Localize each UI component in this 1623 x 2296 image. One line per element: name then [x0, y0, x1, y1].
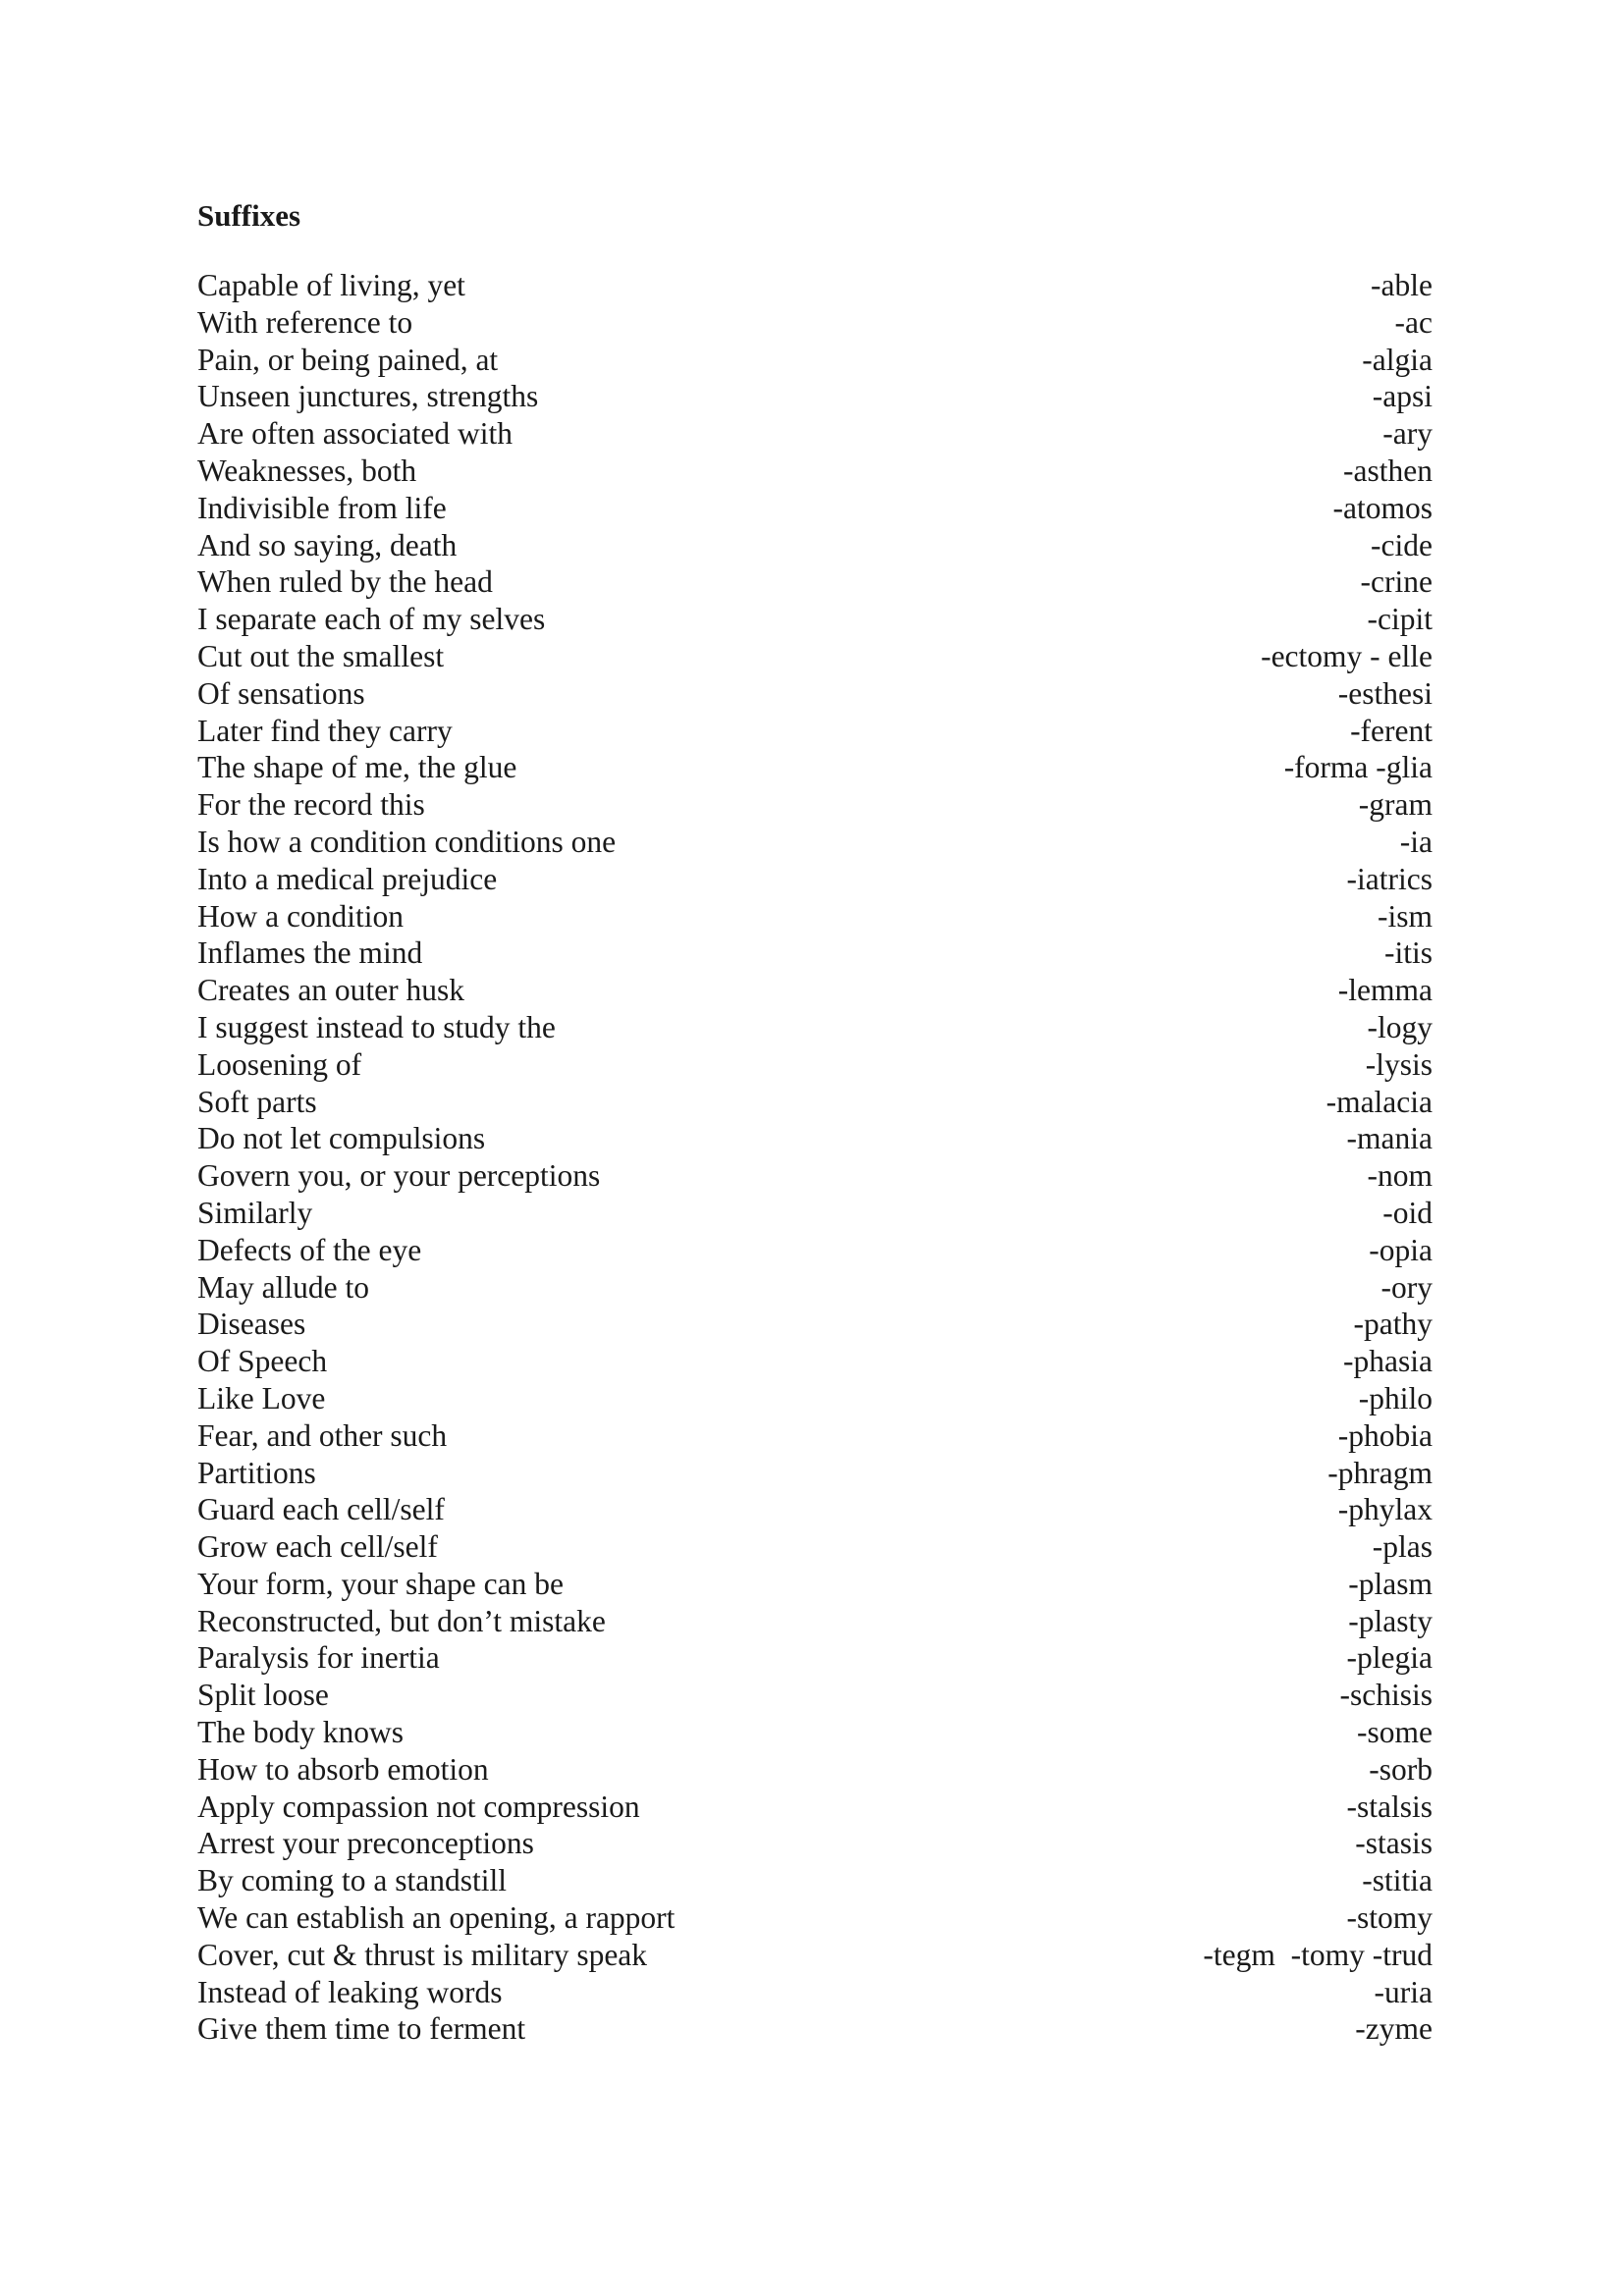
- poem-line-text: I suggest instead to study the: [197, 1009, 556, 1044]
- suffix-label: -apsi: [1372, 379, 1433, 414]
- poem-line: [197, 490, 1433, 527]
- poem-line-text: Of Speech: [197, 1344, 328, 1379]
- suffix-label: -ory: [1380, 1269, 1433, 1305]
- poem-line-text: Soft parts: [197, 1084, 317, 1119]
- poem-line: [197, 1157, 1433, 1195]
- poem-line-text: Unseen junctures, strengths: [197, 379, 539, 414]
- poem-line: [197, 415, 1433, 453]
- suffix-label: -ectomy - elle: [1261, 638, 1433, 673]
- suffix-label: -zyme: [1355, 2011, 1433, 2047]
- poem-line-text: Loosening of: [197, 1046, 362, 1082]
- poem-line: [197, 1899, 1433, 1937]
- suffix-label: -atomos: [1332, 490, 1433, 525]
- suffix-label: -plegia: [1346, 1640, 1433, 1676]
- suffix-label: -cipit: [1367, 602, 1433, 637]
- poem-line-text: Like Love: [197, 1380, 326, 1415]
- poem-line-text: The shape of me, the glue: [197, 750, 517, 785]
- poem-line-text: When ruled by the head: [197, 564, 493, 600]
- poem-line-text: The body knows: [197, 1715, 404, 1750]
- poem-line: [197, 1306, 1433, 1343]
- poem-line: [197, 267, 1433, 304]
- suffix-label: -pathy: [1353, 1307, 1433, 1342]
- suffix-label: -cide: [1371, 527, 1433, 562]
- suffix-label: -phobia: [1337, 1417, 1433, 1453]
- poem-line-text: Pain, or being pained, at: [197, 342, 499, 377]
- poem-line-text: Split loose: [197, 1678, 329, 1713]
- poem-line-text: Indivisible from life: [197, 490, 447, 525]
- suffix-label: -forma -glia: [1283, 750, 1433, 785]
- poem-line: [197, 1974, 1433, 2011]
- poem-line: [197, 972, 1433, 1009]
- poem-line: [197, 304, 1433, 342]
- poem-line: [197, 527, 1433, 564]
- suffix-label: -tegm -tomy -trud: [1203, 1937, 1433, 1972]
- poem-line-text: Do not let compulsions: [197, 1121, 486, 1156]
- suffix-label: -algia: [1362, 342, 1433, 377]
- suffix-label: -ia: [1399, 824, 1433, 859]
- poem-line: [197, 1084, 1433, 1121]
- poem-line-text: By coming to a standstill: [197, 1863, 507, 1898]
- poem-line: [197, 1269, 1433, 1307]
- poem-line: [197, 824, 1433, 861]
- poem-line-text: Cover, cut & thrust is military speak: [197, 1937, 648, 1972]
- poem-line: [197, 638, 1433, 675]
- poem-line: [197, 898, 1433, 935]
- suffix-label: -phylax: [1337, 1492, 1433, 1527]
- poem-line: [197, 749, 1433, 786]
- poem-line: [197, 1009, 1433, 1046]
- suffix-label: -opia: [1369, 1232, 1433, 1267]
- poem-line-text: How to absorb emotion: [197, 1751, 489, 1787]
- poem-line: [197, 1417, 1433, 1455]
- poem-line: [197, 713, 1433, 750]
- poem-line: [197, 601, 1433, 638]
- poem-line: [197, 1232, 1433, 1269]
- poem-line-text: With reference to: [197, 304, 413, 340]
- poem-line-text: Similarly: [197, 1195, 313, 1230]
- poem-line-text: Grow each cell/self: [197, 1529, 438, 1565]
- suffix-label: -able: [1371, 268, 1433, 302]
- poem-line-text: Inflames the mind: [197, 935, 423, 971]
- suffix-label: -lemma: [1337, 973, 1433, 1008]
- poem-line-text: Later find they carry: [197, 713, 453, 748]
- suffix-label: -logy: [1367, 1009, 1433, 1044]
- suffix-label: -stalsis: [1346, 1789, 1433, 1824]
- poem-line: [197, 1862, 1433, 1899]
- poem-line: [197, 1714, 1433, 1751]
- poem-line: [197, 563, 1433, 601]
- suffix-label: -stomy: [1346, 1900, 1433, 1936]
- suffix-label: -stitia: [1362, 1863, 1433, 1898]
- suffix-label: -phragm: [1327, 1455, 1433, 1490]
- poem-line: [197, 1603, 1433, 1640]
- poem-line-text: Of sensations: [197, 675, 365, 711]
- suffix-label: -oid: [1382, 1195, 1433, 1230]
- poem-line-text: Capable of living, yet: [197, 268, 465, 302]
- poem-line: [197, 1751, 1433, 1789]
- suffix-label: -asthen: [1343, 453, 1433, 488]
- poem-line-text: Defects of the eye: [197, 1232, 422, 1267]
- poem-line: [197, 1677, 1433, 1714]
- suffix-label: -iatrics: [1346, 861, 1433, 896]
- suffix-label: -crine: [1360, 564, 1433, 600]
- suffix-label: -itis: [1383, 935, 1433, 971]
- suffix-label: -esthesi: [1337, 675, 1433, 711]
- poem-line-text: Diseases: [197, 1307, 306, 1342]
- poem-line: [197, 1046, 1433, 1084]
- poem-line: [197, 342, 1433, 379]
- poem-line-text: Your form, your shape can be: [197, 1566, 564, 1601]
- poem-line: [197, 1566, 1433, 1603]
- poem-line: [197, 1825, 1433, 1862]
- poem-lines: [197, 267, 1433, 2048]
- suffix-label: -ism: [1377, 898, 1433, 934]
- poem-line: [197, 934, 1433, 972]
- poem-line: [197, 453, 1433, 490]
- poem-line: [197, 1491, 1433, 1528]
- poem-line-text: Into a medical prejudice: [197, 861, 498, 896]
- suffix-label: -uria: [1374, 1974, 1433, 2009]
- suffix-label: -nom: [1367, 1158, 1433, 1194]
- suffix-label: -gram: [1358, 787, 1433, 823]
- poem-line: [197, 1120, 1433, 1157]
- poem-line-text: May allude to: [197, 1269, 369, 1305]
- poem-line-text: How a condition: [197, 898, 404, 934]
- suffix-label: -phasia: [1343, 1344, 1433, 1379]
- suffix-label: -lysis: [1365, 1046, 1433, 1082]
- suffix-label: -plasm: [1348, 1566, 1433, 1601]
- poem-line: [197, 1380, 1433, 1417]
- poem-line-text: Paralysis for inertia: [197, 1640, 440, 1676]
- suffix-label: -plasty: [1348, 1603, 1433, 1638]
- poem-line-text: Reconstructed, but don’t mistake: [197, 1603, 606, 1638]
- poem-line: [197, 378, 1433, 415]
- poem-line: [197, 2010, 1433, 2048]
- suffix-label: -some: [1357, 1715, 1433, 1750]
- poem-line-text: Creates an outer husk: [197, 973, 465, 1008]
- page-title: Suffixes: [197, 198, 301, 233]
- suffix-label: -ary: [1382, 416, 1433, 452]
- poem-line-text: Arrest your preconceptions: [197, 1826, 534, 1861]
- poem-line-text: Fear, and other such: [197, 1417, 448, 1453]
- poem-line-text: Cut out the smallest: [197, 638, 445, 673]
- poem-line-text: Partitions: [197, 1455, 316, 1490]
- poem-line: [197, 861, 1433, 898]
- suffix-label: -sorb: [1369, 1751, 1433, 1787]
- poem-line-text: For the record this: [197, 787, 425, 823]
- suffix-label: -malacia: [1325, 1084, 1433, 1119]
- poem-line: [197, 1789, 1433, 1826]
- poem-line-text: We can establish an opening, a rapport: [197, 1900, 676, 1936]
- suffix-label: -ac: [1394, 304, 1433, 340]
- poem-line: [197, 1639, 1433, 1677]
- poem-line-text: Are often associated with: [197, 416, 514, 452]
- poem-line-text: And so saying, death: [197, 527, 458, 562]
- suffix-label: -mania: [1346, 1121, 1433, 1156]
- poem-line: [197, 1195, 1433, 1232]
- poem-line-text: Apply compassion not compression: [197, 1789, 640, 1824]
- poem-line-text: Guard each cell/self: [197, 1492, 445, 1527]
- poem-line-text: Give them time to ferment: [197, 2011, 526, 2047]
- suffix-label: -stasis: [1355, 1826, 1433, 1861]
- suffix-label: -schisis: [1339, 1678, 1433, 1713]
- poem-line-text: Govern you, or your perceptions: [197, 1158, 601, 1194]
- poem-line-text: Weaknesses, both: [197, 453, 417, 488]
- poem-line-text: Instead of leaking words: [197, 1974, 503, 2009]
- suffix-label: -philo: [1358, 1380, 1433, 1415]
- suffix-label: -ferent: [1350, 713, 1433, 748]
- poem-line: [197, 675, 1433, 713]
- poem-line: [197, 786, 1433, 824]
- poem-line: [197, 1937, 1433, 1974]
- poem-line: [197, 1528, 1433, 1566]
- suffix-label: -plas: [1372, 1529, 1433, 1565]
- poem-line: [197, 1343, 1433, 1380]
- poem-line-text: Is how a condition conditions one: [197, 824, 617, 859]
- poem-line: [197, 1455, 1433, 1492]
- poem-line-text: I separate each of my selves: [197, 602, 546, 637]
